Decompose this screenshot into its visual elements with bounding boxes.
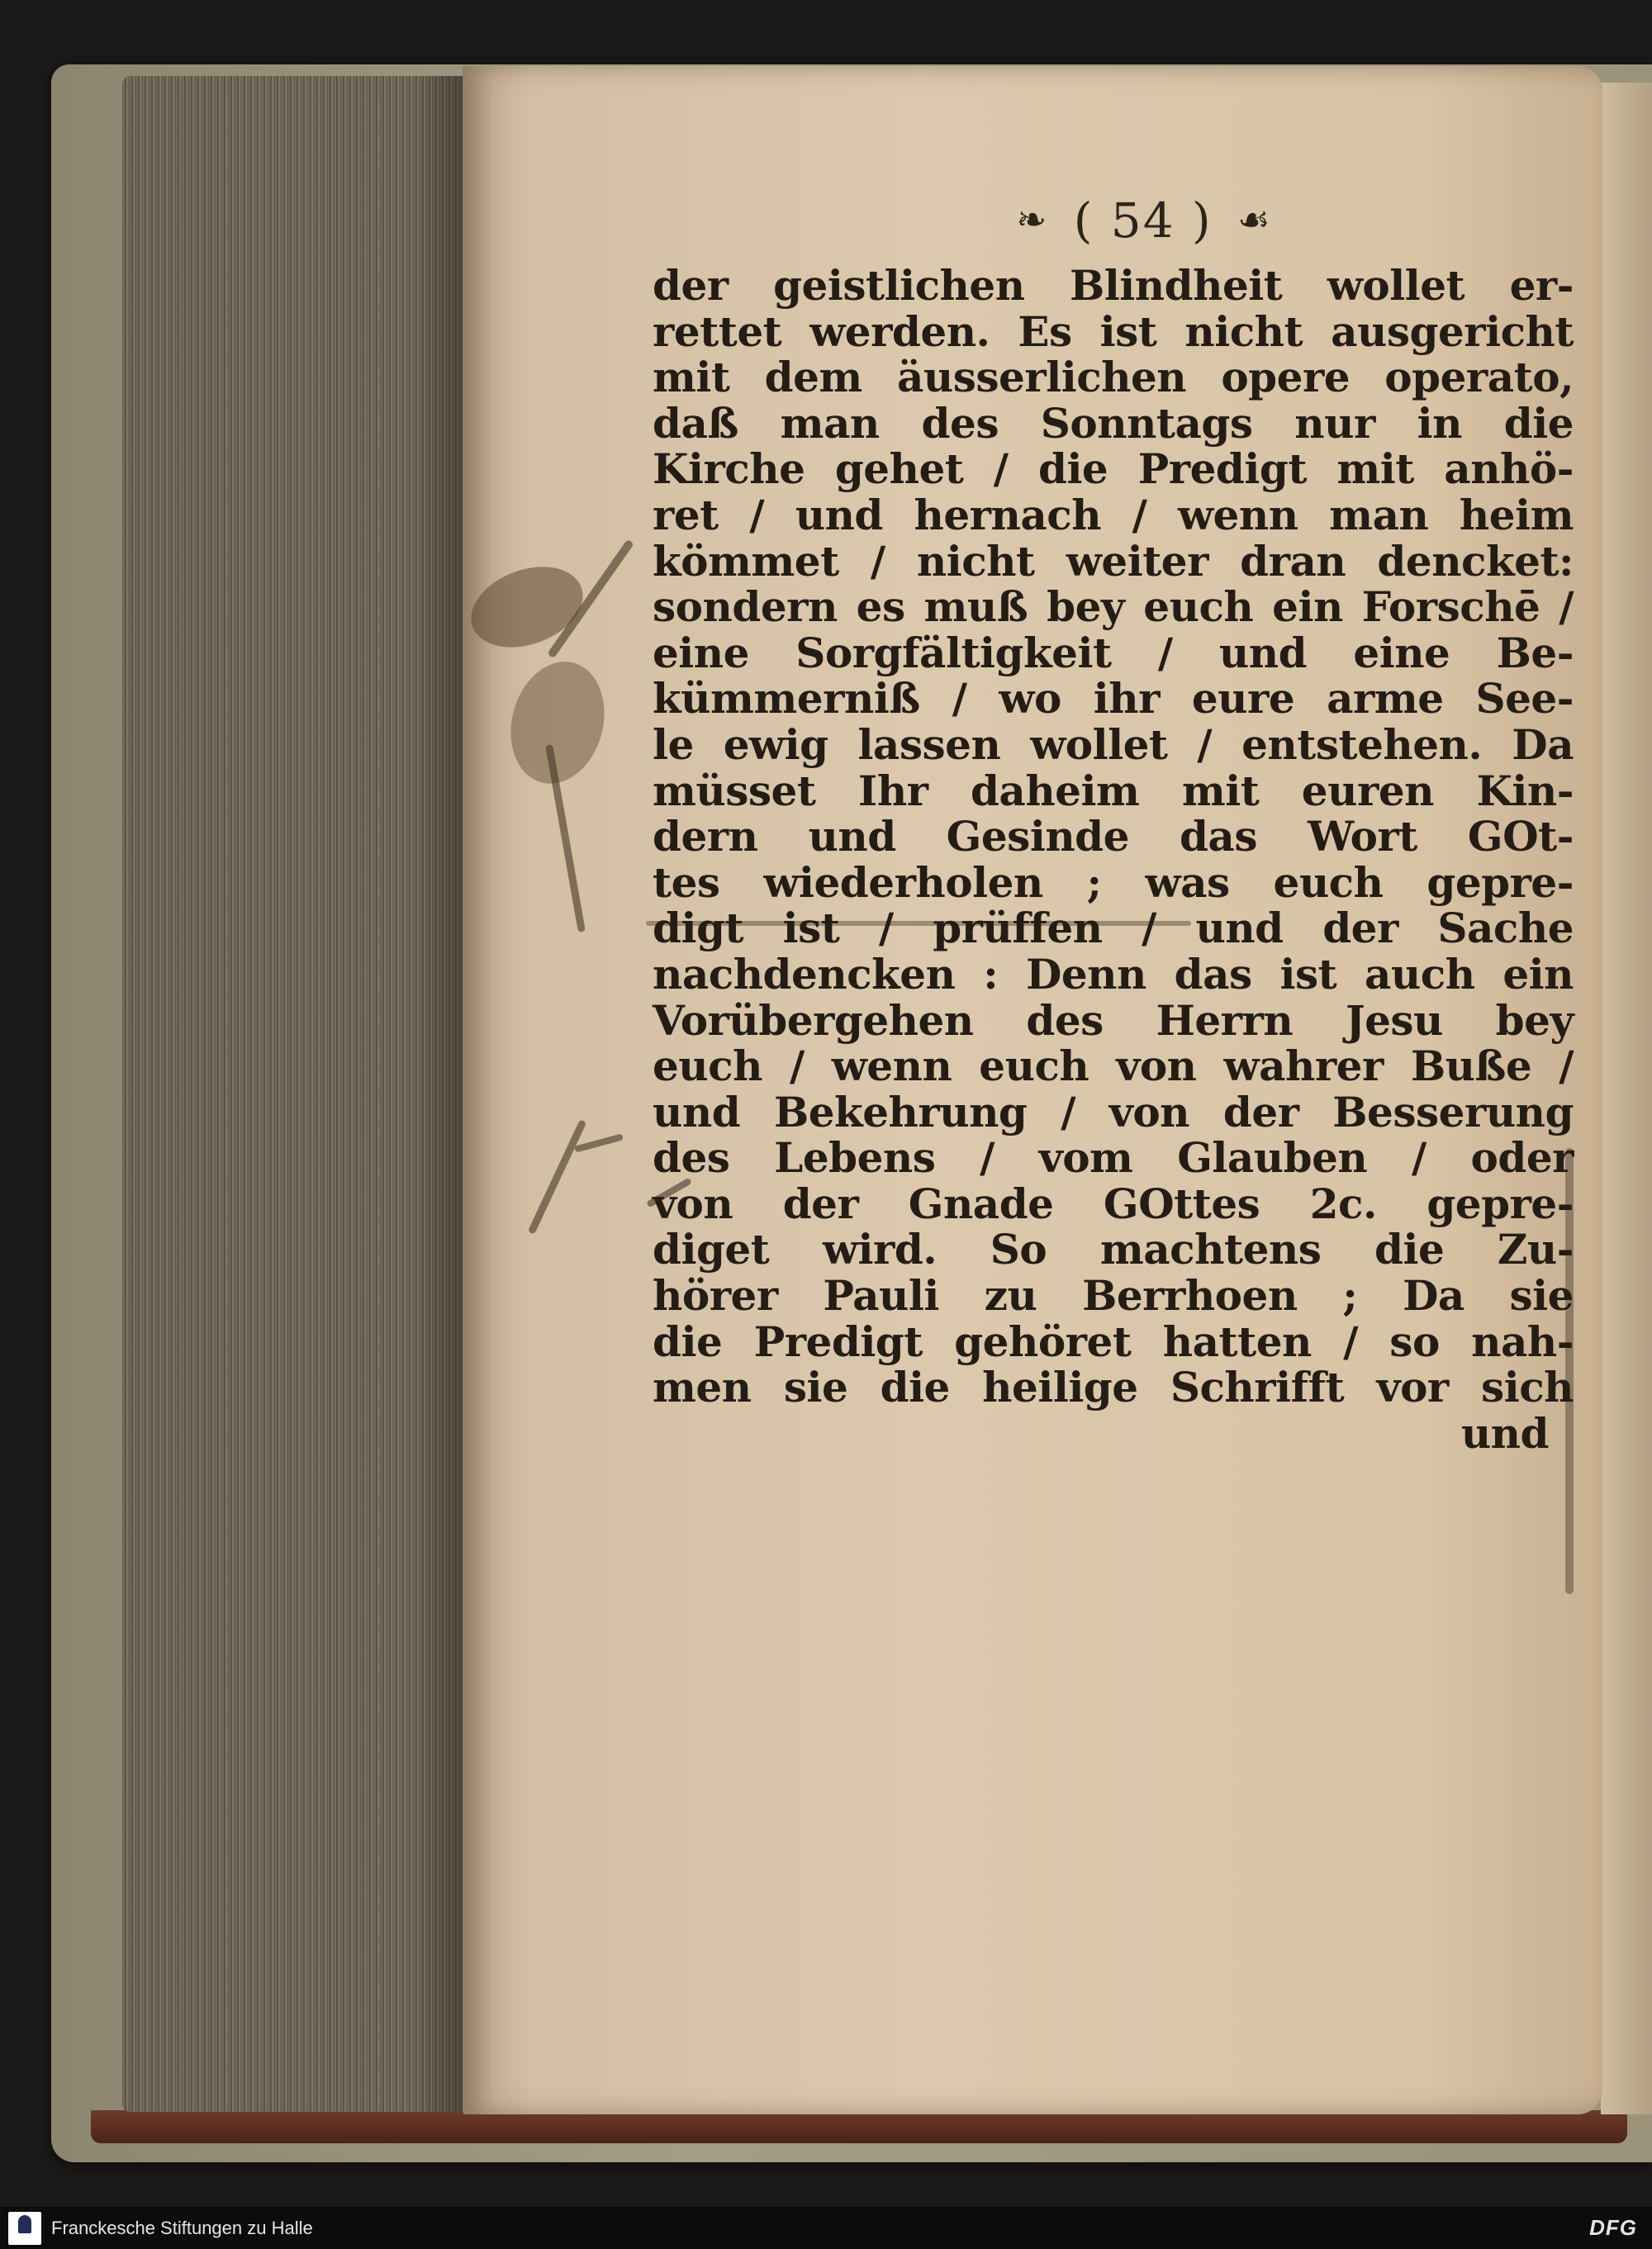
text-line: Kirche gehet / die Predigt mit anhö- [653, 444, 1574, 494]
ink-stain [460, 553, 594, 662]
text-line: hörer Pauli zu Berrhoen ; Da sie [653, 1271, 1574, 1321]
text-line: men sie die heilige Schrifft vor sich [653, 1363, 1574, 1412]
text-line: daß man des Sonntags nur in die [653, 398, 1574, 448]
page-header [913, 188, 1375, 249]
body-text [653, 263, 1574, 2038]
text-line: von der Gnade GOttes 2c. gepre- [653, 1179, 1574, 1228]
text-line: des Lebens / vom Glauben / oder [653, 1133, 1574, 1183]
text-line: sondern es muß bey euch ein Forschē / [653, 582, 1574, 632]
catchword: und [1460, 1408, 1549, 1458]
text-line: dern und Gesinde das Wort GOt- [653, 812, 1574, 861]
text-line: nachdencken : Denn das ist auch ein [653, 949, 1574, 999]
text-line: eine Sorgfältigkeit / und eine Be- [653, 628, 1574, 677]
institution-name: Franckesche Stiftungen zu Halle [51, 2218, 313, 2238]
text-line: mit dem äusserlichen opere operato, [653, 353, 1574, 402]
text-line: tes wiederholen ; was euch gepre- [653, 857, 1574, 907]
page-number: ( 54 ) [1073, 192, 1213, 249]
footer-bar [0, 2207, 1652, 2249]
text-line: ret / und hernach / wenn man heim [653, 490, 1574, 539]
text-line: müsset Ihr daheim mit euren Kin- [653, 766, 1574, 815]
text-line: kömmet / nicht weiter dran dencket: [653, 536, 1574, 586]
text-line: und Bekehrung / von der Besserung [653, 1087, 1574, 1136]
logo-building-icon [18, 2215, 31, 2233]
text-line: Vorübergehen des Herrn Jesu bey [653, 995, 1574, 1045]
pen-stroke [574, 1133, 624, 1152]
text-line: le ewig lassen wollet / entstehen. Da [653, 719, 1574, 769]
text-line: digt ist / prüffen / und der Sache [653, 904, 1574, 953]
text-line: rettet werden. Es ist nicht ausgericht [653, 306, 1574, 356]
institution-logo-icon [8, 2212, 41, 2245]
pen-stroke [528, 1119, 587, 1235]
ornament-left-icon: ❧ [1016, 199, 1049, 242]
text-line: diget wird. So machtens die Zu- [653, 1225, 1574, 1274]
book-bottom-edge [91, 2110, 1627, 2143]
text-line: der geistlichen Blindheit wollet er- [653, 261, 1574, 310]
ornament-right-icon: ☙ [1237, 199, 1272, 242]
text-line: kümmerniß / wo ihr eure arme See- [653, 674, 1574, 724]
text-line: die Predigt gehöret hatten / so nah- [653, 1317, 1574, 1366]
text-line: euch / wenn euch von wahrer Buße / [653, 1041, 1574, 1091]
dfg-logo: DFG [1589, 2215, 1637, 2240]
facing-page-edge [1601, 83, 1652, 2114]
